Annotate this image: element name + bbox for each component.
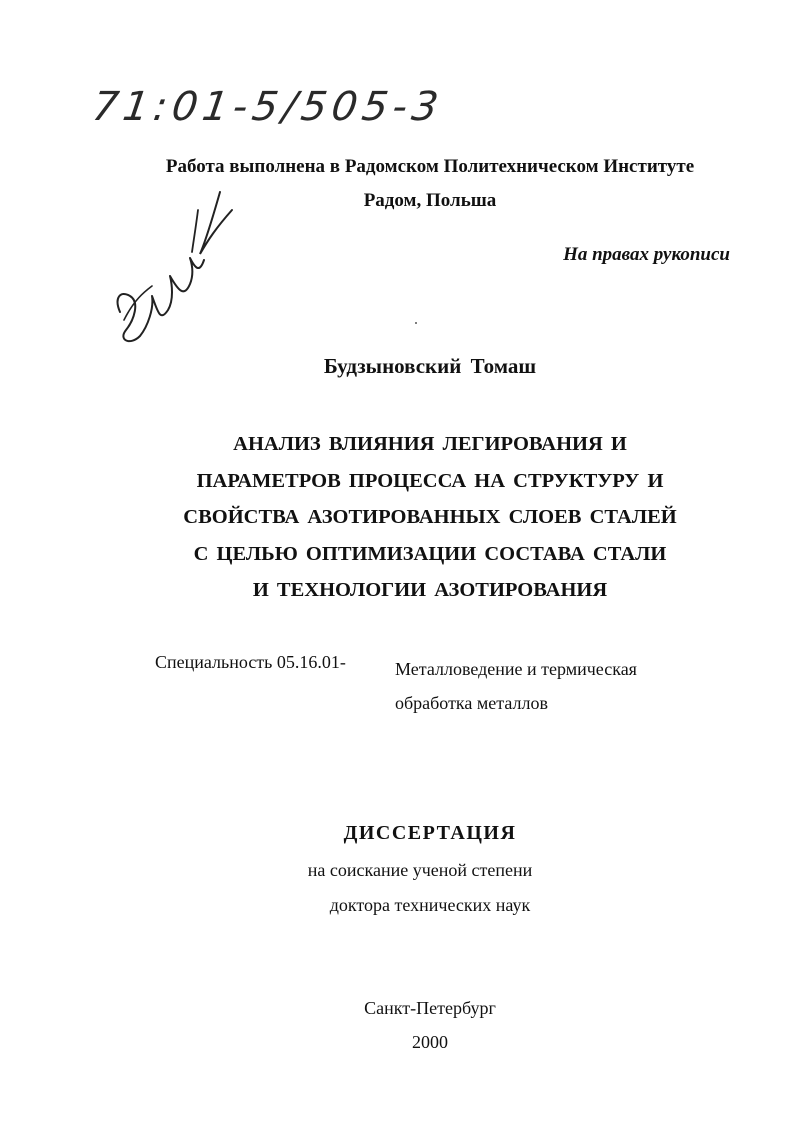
degree-line-2: доктора технических наук — [329, 895, 531, 915]
location-line: Радом, Польша — [363, 190, 497, 211]
scan-speck — [415, 322, 417, 324]
specialty-label: Специальность 05.16.01- — [155, 652, 346, 672]
specialty-value-line: обработка металлов — [395, 693, 548, 713]
degree-line-1: на соискание ученой степени — [307, 860, 533, 880]
archive-code-stamp — [89, 70, 446, 150]
specialty-value-line: Металловедение и термическая — [395, 659, 637, 679]
manuscript-rights-note: На правах рукописи — [563, 244, 730, 265]
dissertation-title — [100, 426, 760, 609]
institute-line: Работа выполнена в Радомском Политехническом Институте — [165, 156, 695, 177]
specialty-value — [395, 652, 695, 720]
title-line: И ТЕХНОЛОГИИ АЗОТИРОВАНИЯ — [252, 579, 608, 601]
signature-icon — [100, 180, 250, 355]
title-line: С ЦЕЛЬЮ ОПТИМИЗАЦИИ СОСТАВА СТАЛИ — [193, 542, 667, 565]
author-name: Будзыновский Томаш — [323, 354, 537, 378]
title-line: АНАЛИЗ ВЛИЯНИЯ ЛЕГИРОВАНИЯ И — [233, 433, 627, 455]
dissertation-heading: ДИССЕРТАЦИЯ — [343, 822, 517, 844]
year: 2000 — [412, 1032, 448, 1052]
archive-code-text: 71:01-5/505-3 — [89, 84, 446, 130]
city: Санкт-Петербург — [364, 998, 496, 1018]
title-line: СВОЙСТВА АЗОТИРОВАННЫХ СЛОЕВ СТАЛЕЙ — [183, 506, 677, 528]
title-line: ПАРАМЕТРОВ ПРОЦЕССА НА СТРУКТУРУ И — [196, 469, 664, 492]
